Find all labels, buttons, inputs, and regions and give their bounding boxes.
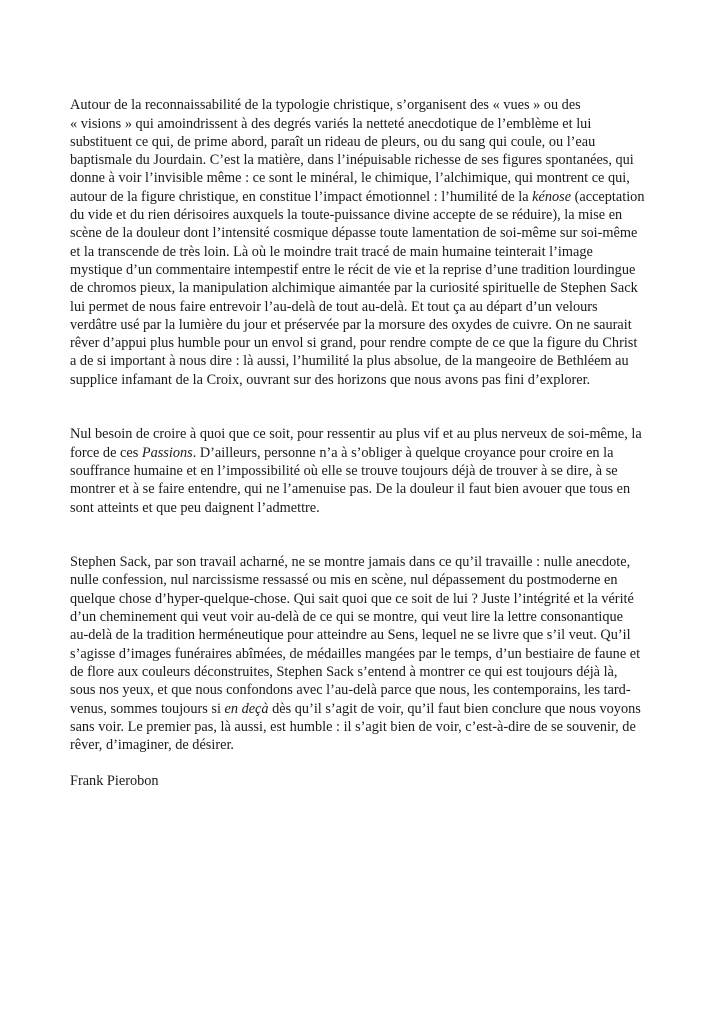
- paragraph-2: [70, 407, 656, 517]
- paragraph-1-text-1: Autour de la reconnaissabilité de la typologie christique, s’organisent des « vues » ou des « visions » qui amoindrissent à des degrés variés la netteté anecdotique de l’emblème et lui substituent ce qui, de prime abord, paraît un rideau de pleurs, ou du sang qui coule, ou l’eau baptismale du Jourdain. C’est la matière, dans l’inépuisable richesse de ses figures spontanées, qui donne à voir l’invisible même : ce sont le minéral, le chimique, l’alchimique, qui montrent ce qui, autour de la figure christique, en constitue l’impact émotionnel : l’humilité de la: [70, 97, 634, 205]
- paragraph-3: [70, 535, 656, 755]
- paragraph-3-italic-en-deca: en deçà: [224, 700, 269, 717]
- author-signature: Frank Pierobon: [70, 773, 159, 790]
- paragraph-2-text-2: . D’ailleurs, personne n’a à s’obliger à quelque croyance pour croire en la souffrance humaine et en l’impossibilité où elle se trouve toujours déjà de trouver à se dire, à se montrer et à se faire entendre, qui ne l’amenuise pas. De la douleur il faut bien avouer que tous en sont atteints et que peu daignent l’admettre.: [70, 444, 631, 516]
- paragraph-1-text-2: (acceptation du vide et du rien dérisoires auxquels la toute-puissance divine accepte de se réduire), la mise en scène de la douleur dont l’intensité cosmique dépasse toute lamentation de soi-même sur soi-même et la transcende de très loin. Là où le moindre trait tracé de main humaine teinterait l’image mystique d’un commentaire intempestif entre le récit de vie et la reprise d’une tradition lourdingue de chromos pieux, la manipulation alchimique aimantée par la curiosité spirituelle de Stephen Sack lui permet de nous faire entrevoir l’au-delà de tout au-delà. Et tout ça au départ d’un velours verdâtre usé par la lumière du jour et préservée par la morsure des oxydes de cuivre. On ne saurait rêver d’appui plus humble pour un envol si grand, pour rendre compte de ce que la figure du Christ a de si important à nous dire : là aussi, l’humilité la plus absolue, de la mangeoire de Bethléem au supplice infamant de la Croix, ouvrant sur des horizons que nous avons pas fini d’explorer.: [70, 188, 645, 388]
- paragraph-2-italic-passions: Passions: [141, 444, 193, 461]
- paragraph-2-text-1: Nul besoin de croire à quoi que ce soit, pour ressentir au plus vif et au plus nerveux de soi-même, la force de ces: [70, 426, 642, 461]
- paragraph-3-text-2: dès qu’il s’agit de voir, qu’il faut bien conclure que nous voyons sans voir. Le premier pas, là aussi, est humble : il s’agit bien de voir, c’est-à-dire de se souvenir, de rêver, d’imaginer, de désirer.: [70, 700, 641, 754]
- paragraph-1: [70, 78, 656, 389]
- paragraph-1-italic-kenose: kénose: [532, 188, 572, 205]
- paragraph-3-text-1: Stephen Sack, par son travail acharné, ne se montre jamais dans ce qu’il travaille : nulle anecdote, nulle confession, nul narcissisme ressassé ou mis en scène, nul dépassement du postmoderne en quelque chose d’hyper-quelque-chose. Qui sait quoi que ce soit de lui ? Juste l’intégrité et la vérité d’un cheminement qui veut voir au-delà de ce qui se montre, qui veut lire la lettre consonantique au-delà de la tradition herméneutique pour atteindre au Sens, lequel ne se livre que s’il veut. Qu’il s’agisse d’images funéraires abîmées, de médailles mangées par le temps, d’un bestiaire de faune et de flore aux couleurs déconstruites, Stephen Sack s’entend à montrer ce qui est toujours déjà là, sous nos yeux, et que nous confondons avec l’au-delà parce que nous, les contemporains, les tard- venus, sommes toujours si: [70, 554, 641, 717]
- document-page: [70, 78, 656, 791]
